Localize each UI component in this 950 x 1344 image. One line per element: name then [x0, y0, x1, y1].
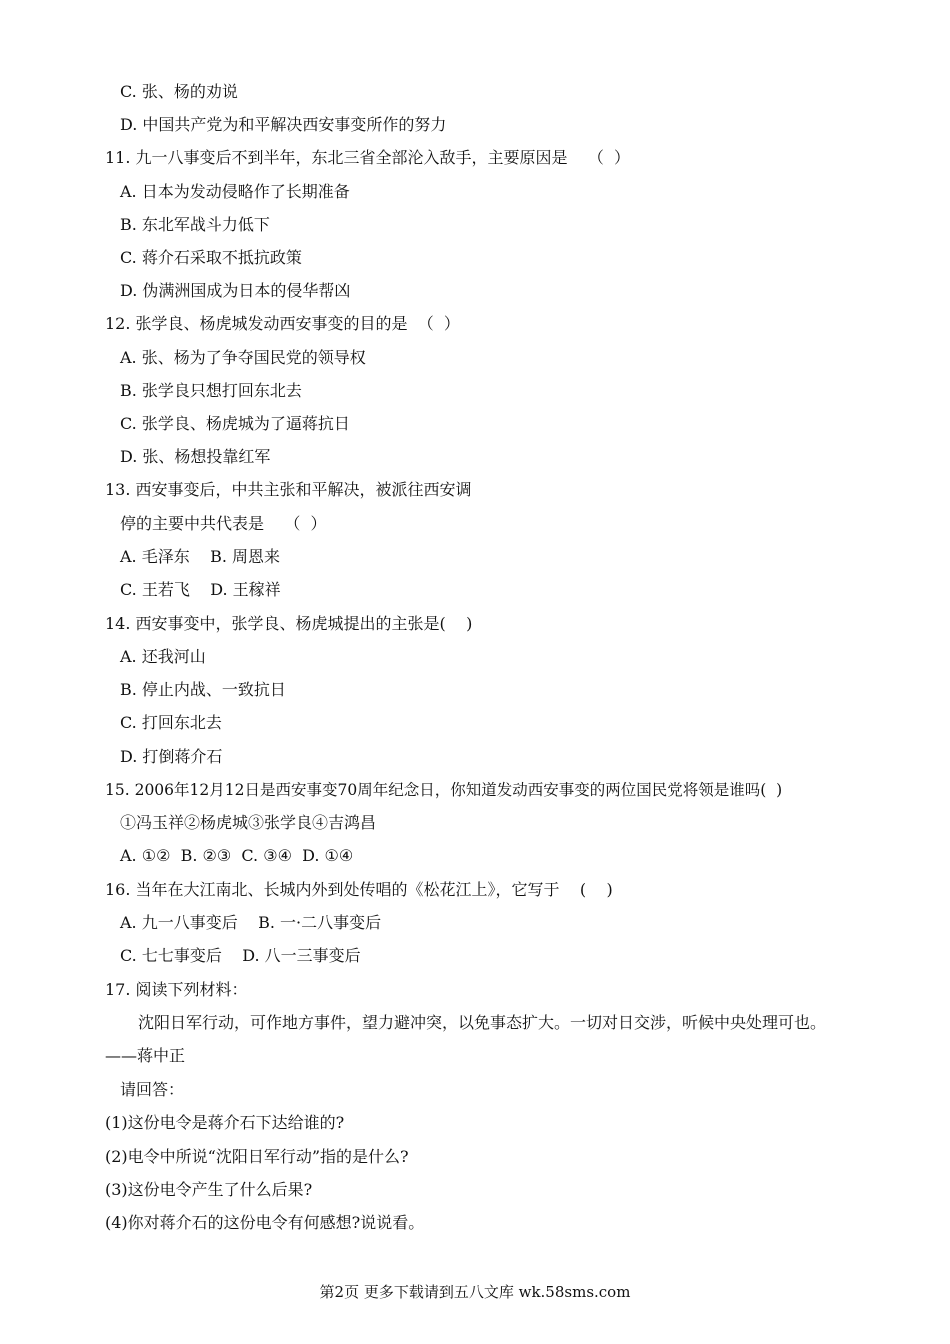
question-14: 14. 西安事变中，张学良、杨虎城提出的主张是( )	[105, 614, 473, 633]
sub-question-2: (2)电令中所说“沈阳日军行动”指的是什么?	[105, 1147, 409, 1166]
option-b-q12: B. 张学良只想打回东北去	[120, 381, 302, 400]
option-d-q12: D. 张、杨想投靠红军	[120, 447, 271, 466]
option-c-q12: C. 张学良、杨虎城为了逼蒋抗日	[120, 414, 350, 433]
material-quote: 沈阳日军行动，可作地方事件，望力避冲突，以免事态扩大。一切对日交涉，听候中央处理可也。	[138, 1013, 827, 1032]
option-a-q12: A. 张、杨为了争夺国民党的领导权	[120, 348, 366, 367]
question-11: 11. 九一八事变后不到半年，东北三省全部沦入敌手，主要原因是 （ ）	[105, 148, 631, 167]
question-15: 15. 2006年12月12日是西安事变70周年纪念日，你知道发动西安事变的两位国民党将领是谁吗( )	[105, 781, 783, 799]
option-a-q11: A. 日本为发动侵略作了长期准备	[120, 182, 350, 201]
option-d-q10: D. 中国共产党为和平解决西安事变所作的努力	[120, 115, 447, 134]
option-b-q11: B. 东北军战斗力低下	[120, 215, 270, 234]
question-16: 16. 当年在大江南北、长城内外到处传唱的《松花江上》，它写于 ( )	[105, 880, 613, 899]
option-c-q14: C. 打回东北去	[120, 713, 222, 732]
options-cd-q13: C. 王若飞 D. 王稼祥	[120, 580, 281, 599]
option-c-q10: C. 张、杨的劝说	[120, 82, 238, 101]
question-12: 12. 张学良、杨虎城发动西安事变的目的是 （ ）	[105, 314, 460, 333]
page-footer: 第2页 更多下载请到五八文库 wk.58sms.com	[319, 1283, 631, 1301]
sub-question-1: (1)这份电令是蒋介石下达给谁的?	[105, 1113, 345, 1132]
option-d-q11: D. 伪满洲国成为日本的侵华帮凶	[120, 281, 351, 300]
options-ab-q13: A. 毛泽东 B. 周恩来	[120, 547, 281, 566]
question-13-continued: 停的主要中共代表是 （ ）	[120, 514, 327, 533]
question-17: 17. 阅读下列材料：	[105, 980, 248, 999]
answer-prompt: 请回答：	[120, 1080, 185, 1099]
option-d-q14: D. 打倒蒋介石	[120, 747, 223, 766]
option-b-q14: B. 停止内战、一致抗日	[120, 680, 286, 699]
options-q15: A. ①② B. ②③ C. ③④ D. ①④	[120, 846, 354, 865]
quote-attribution: ——蒋中正	[105, 1046, 186, 1065]
sub-question-4: (4)你对蒋介石的这份电令有何感想?说说看。	[105, 1213, 425, 1232]
options-ab-q16: A. 九一八事变后 B. 一·二八事变后	[120, 913, 382, 932]
options-cd-q16: C. 七七事变后 D. 八一三事变后	[120, 946, 361, 965]
sub-question-3: (3)这份电令产生了什么后果?	[105, 1180, 313, 1199]
option-a-q14: A. 还我河山	[120, 647, 206, 666]
question-15-items: ①冯玉祥②杨虎城③张学良④吉鸿昌	[120, 813, 377, 832]
question-13: 13. 西安事变后，中共主张和平解决，被派往西安调	[105, 480, 472, 499]
option-c-q11: C. 蒋介石采取不抵抗政策	[120, 248, 302, 267]
